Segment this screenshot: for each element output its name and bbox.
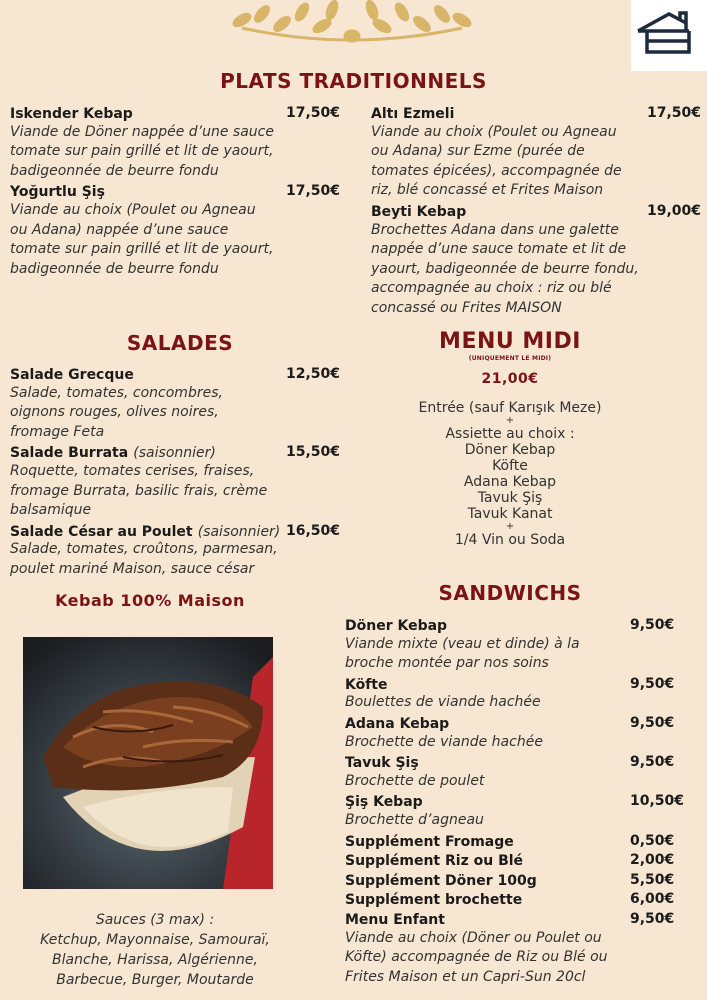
menu-item-price: 9,50€ — [630, 617, 675, 633]
menu-item-description: Viande au choix (Poulet ou Agneau — [10, 202, 256, 218]
menu-item-description: badigeonnée de beurre fondu — [10, 162, 219, 179]
seasonal-note: (saisonnier) — [197, 523, 281, 540]
menu-item-name: Yoğurtlu Şiş — [10, 184, 105, 201]
menu-midi-subtitle: (UNIQUEMENT LE MIDI) — [468, 355, 552, 362]
menu-midi-line: Entrée (sauf Karışık Meze) — [418, 400, 602, 416]
menu-item-row — [345, 752, 419, 772]
menu-item-name: Döner Kebap — [345, 618, 448, 634]
menu-item-description: oignons rouges, olives noires, — [10, 404, 219, 421]
menu-item-name: Supplément Döner 100g — [345, 872, 537, 889]
sauce-line: Ketchup, Mayonnaise, Samouraï, — [40, 932, 270, 948]
heading-sandwichs: SANDWICHS — [438, 581, 582, 605]
menu-item-description: Brochettes Adana dans une galette — [371, 221, 619, 238]
menu-item-price: 5,50€ — [630, 871, 675, 888]
menu-item-name: Salade Grecque — [10, 367, 134, 383]
menu-item-price: 9,50€ — [630, 715, 675, 731]
menu-item-name: Köfte — [345, 676, 388, 693]
menu-item-row — [345, 791, 423, 811]
menu-item-name: Salade Burrata — [10, 445, 129, 462]
heading-menu-midi: MENU MIDI — [439, 329, 581, 354]
menu-item-name: Supplément Fromage — [345, 833, 514, 850]
menu-item-name: Beyti Kebap — [371, 204, 467, 220]
menu-item-description: tomate sur pain grillé et lit de yaourt, — [10, 241, 274, 258]
heading-plats: PLATS TRADITIONNELS — [220, 69, 487, 93]
menu-item-description: fromage Burrata, basilic frais, crème — [10, 482, 268, 499]
menu-item-row — [345, 909, 445, 929]
menu-item-description: ou Adana) nappée d’une sauce — [10, 221, 229, 238]
menu-item-description: Brochette de poulet — [345, 772, 485, 789]
menu-item-description: broche montée par nos soins — [345, 655, 549, 672]
menu-item-price: 9,50€ — [630, 911, 675, 927]
sauce-line: Sauces (3 max) : — [95, 912, 215, 928]
sauces-text — [10, 910, 300, 990]
menu-item-description: nappée d’une sauce tomate et lit de — [371, 241, 627, 258]
menu-item-price: 0,50€ — [630, 832, 675, 849]
sauce-line: Blanche, Harissa, Algérienne, — [52, 952, 258, 968]
menu-item-row — [345, 850, 523, 870]
menu-item-name: Iskender Kebap — [10, 106, 133, 122]
menu-item-row — [371, 103, 454, 123]
menu-item-price: 10,50€ — [630, 793, 685, 810]
house-icon — [631, 0, 707, 71]
menu-item-description: tomates épicées), accompagnée de — [371, 162, 622, 179]
menu-item-price: 12,50€ — [286, 366, 341, 382]
menu-midi-line: 1/4 Vin ou Soda — [454, 532, 566, 548]
menu-item-price: 9,50€ — [630, 675, 675, 692]
menu-item-row — [345, 674, 388, 694]
menu-item-description: badigeonnée de beurre fondu — [10, 260, 219, 277]
menu-item-description: riz, blé concassé et Frites Maison — [371, 182, 604, 199]
menu-item-description: accompagnée au choix : riz ou blé — [371, 280, 612, 297]
menu-item-description: Viande de Döner nappée d’une sauce — [10, 123, 274, 140]
menu-item-name: Altı Ezmeli — [371, 106, 455, 122]
menu-item-row — [10, 103, 133, 123]
menu-midi-line: Tavuk Kanat — [467, 506, 553, 522]
menu-item-price: 15,50€ — [286, 444, 341, 461]
laurel-decoration — [212, 0, 492, 52]
menu-midi-line: Köfte — [492, 458, 528, 474]
menu-item-description: concassé ou Frites MAISON — [371, 300, 562, 316]
menu-item-description: balsamique — [10, 502, 92, 519]
menu-item-row — [345, 615, 447, 635]
menu-item-name: Şiş Kebap — [345, 794, 423, 811]
menu-item-description: Viande au choix (Döner ou Poulet ou — [345, 929, 602, 946]
menu-midi-line: Tavuk Şiş — [477, 490, 543, 506]
menu-item-price: 17,50€ — [286, 105, 341, 121]
menu-item-price: 19,00€ — [647, 203, 702, 219]
menu-item-name: Supplément brochette — [345, 892, 523, 909]
menu-item-description: Viande mixte (veau et dinde) à la — [345, 635, 580, 652]
menu-midi-price: 21,00€ — [481, 371, 539, 387]
heading-kebab-maison: Kebab 100% Maison — [55, 591, 245, 610]
menu-item-description: Salade, tomates, concombres, — [10, 384, 223, 401]
menu-item-price: 17,50€ — [286, 183, 341, 200]
kebab-photo — [23, 637, 273, 889]
menu-midi-line: + — [505, 415, 515, 426]
menu-item-description: fromage Feta — [10, 423, 105, 440]
menu-item-row — [345, 889, 522, 909]
menu-item-description: Boulettes de viande hachée — [345, 694, 541, 711]
menu-midi-line: Adana Kebap — [463, 474, 557, 490]
menu-item-row — [345, 713, 449, 733]
menu-item-description: Köfte) accompagnée de Riz ou Blé ou — [345, 949, 608, 966]
menu-item-name: Menu Enfant — [345, 912, 445, 928]
menu-item-name: Adana Kebap — [345, 716, 450, 732]
sauce-line: Barbecue, Burger, Moutarde — [56, 972, 254, 988]
menu-item-description: tomate sur pain grillé et lit de yaourt, — [10, 143, 274, 160]
menu-item-description: yaourt, badigeonnée de beurre fondu, — [371, 260, 639, 277]
logo — [631, 0, 707, 71]
menu-item-price: 2,00€ — [630, 852, 675, 869]
menu-midi-line: + — [505, 521, 515, 532]
menu-item-description: Salade, tomates, croûtons, parmesan, — [10, 541, 278, 558]
menu-item-row — [10, 521, 280, 541]
menu-item-description: Frites Maison et un Capri-Sun 20cl — [345, 968, 586, 985]
menu-item-row — [10, 442, 216, 462]
menu-item-row — [345, 831, 514, 851]
menu-item-price: 9,50€ — [630, 754, 675, 771]
menu-midi-line: Döner Kebap — [464, 442, 556, 458]
heading-salades: SALADES — [126, 331, 234, 355]
menu-item-price: 17,50€ — [647, 105, 702, 121]
seasonal-note: (saisonnier) — [133, 445, 216, 462]
menu-item-price: 16,50€ — [286, 522, 341, 539]
menu-item-description: Brochette de viande hachée — [345, 733, 543, 750]
menu-item-description: ou Adana) sur Ezme (purée de — [371, 143, 585, 160]
menu-item-description: Brochette d’agneau — [345, 812, 484, 828]
menu-item-row — [345, 870, 537, 890]
menu-item-row — [10, 181, 105, 201]
menu-item-name: Supplément Riz ou Blé — [345, 853, 524, 870]
menu-midi-line: Assiette au choix : — [445, 426, 575, 442]
menu-item-description: poulet mariné Maison, sauce césar — [10, 561, 255, 577]
menu-item-price: 6,00€ — [630, 891, 675, 908]
menu-item-row — [10, 364, 134, 384]
menu-item-name: Salade César au Poulet — [10, 523, 193, 540]
menu-item-row — [371, 201, 466, 221]
menu-item-description: Viande au choix (Poulet ou Agneau — [371, 123, 617, 140]
menu-item-name: Tavuk Şiş — [345, 755, 419, 772]
menu-item-description: Roquette, tomates cerises, fraises, — [10, 463, 255, 479]
